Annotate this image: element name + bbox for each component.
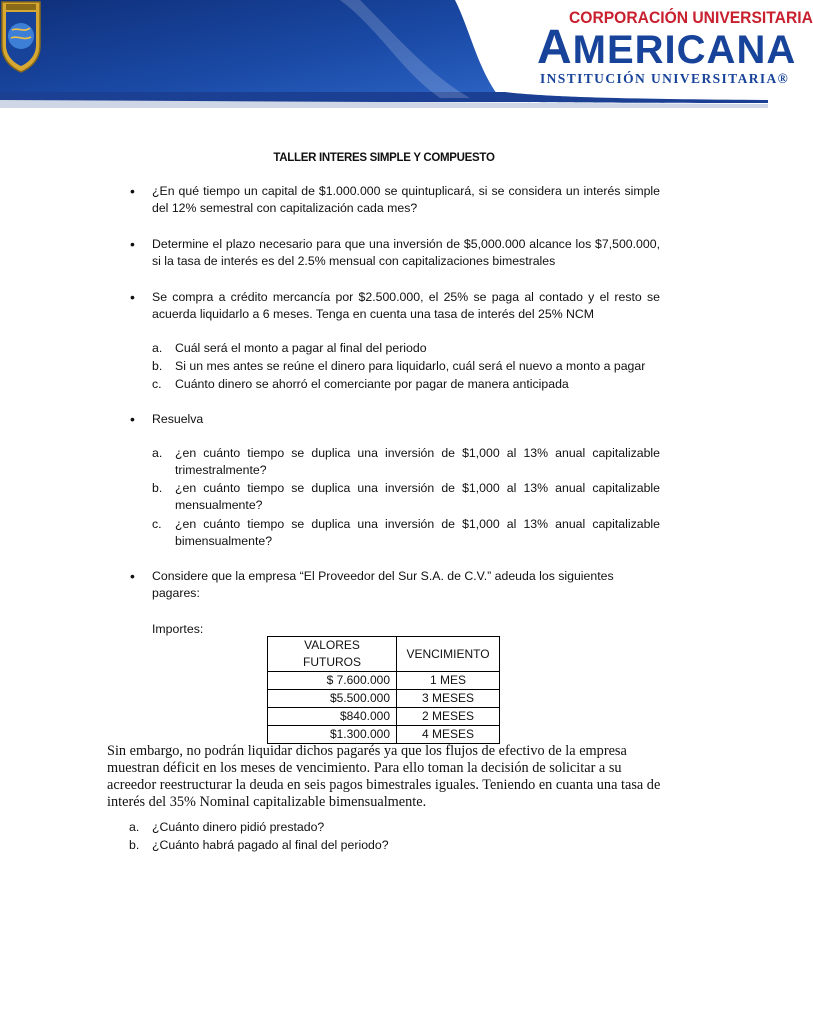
bullet: •	[130, 411, 135, 427]
item-text: ¿Cuánto dinero pidió prestado?	[152, 820, 325, 834]
bullet: •	[130, 289, 135, 305]
table-cell-due: 4 MESES	[397, 726, 500, 744]
item-text: Cuánto dinero se ahorró el comerciante por pagar de manera anticipada	[175, 377, 569, 391]
item-label: b.	[129, 838, 140, 852]
table-row	[268, 708, 500, 726]
item-label: a.	[129, 820, 140, 834]
logo-word: MERICANA	[572, 28, 797, 72]
question-2: Determine el plazo necesario para que una inversión de $5,000.000 alcance los $7,500.000, si la tasa de interés es del 2.5% mensual con capitalizaciones bimestrales	[152, 237, 660, 268]
logo-line3: INSTITUCIÓN UNIVERSITARIA®	[540, 71, 790, 86]
table-cell-value: $ 7.600.000	[268, 672, 397, 690]
bullet: •	[130, 236, 135, 252]
item-text: ¿en cuánto tiempo se duplica una inversión de $1,000 al 13% anual capitalizable trimestralmente?	[175, 446, 660, 477]
column-header: VENCIMIENTO	[397, 637, 500, 672]
situation-paragraph: Sin embargo, no podrán liquidar dichos pagarés ya que los flujos de efectivo de la empresa muestran déficit en los meses de vencimiento. Para ello toman la decisión de solicitar a su acreedor reestructurar la deuda en seis pagos bimestrales iguales. Teniendo en cuanta una tasa de interés del 35% Nominal capitalizable bimensualmente.	[107, 743, 661, 810]
item-text: ¿Cuánto habrá pagado al final del periodo?	[152, 838, 389, 852]
page-title: TALLER INTERES SIMPLE Y COMPUESTO	[273, 152, 495, 164]
logo-line1: CORPORACIÓN UNIVERSITARIA	[569, 8, 813, 27]
item-text: Si un mes antes se reúne el dinero para liquidarlo, cuál será el nuevo a monto a pagar	[175, 359, 646, 373]
table-cell-due: 3 MESES	[397, 690, 500, 708]
table-cell-due: 1 MES	[397, 672, 500, 690]
question-5: Considere que la empresa “El Proveedor del Sur S.A. de C.V.” adeuda los siguientes pagares:	[152, 569, 614, 600]
bullet: •	[130, 568, 135, 584]
table-cell-due: 2 MESES	[397, 708, 500, 726]
column-header: VALORES FUTUROS	[268, 637, 397, 672]
question-3: Se compra a crédito mercancía por $2.500.000, el 25% se paga al contado y el resto se acuerda liquidarlo a 6 meses. Tenga en cuenta una tasa de interés del 25% NCM	[152, 290, 660, 321]
table-cell-value: $1.300.000	[268, 726, 397, 744]
table-row	[268, 726, 500, 744]
item-text: Cuál será el monto a pagar al final del periodo	[175, 341, 427, 355]
pagares-table	[267, 636, 500, 744]
item-label: c.	[152, 517, 162, 531]
item-label: c.	[152, 377, 162, 391]
question-1: ¿En qué tiempo un capital de $1.000.000 se quintuplicará, si se considera un interés simple del 12% semestral con capitalización cada mes?	[152, 184, 660, 215]
item-label: b.	[152, 481, 163, 495]
question-4: Resuelva	[152, 412, 204, 426]
importes-label: Importes:	[152, 622, 204, 636]
logo-initial: A	[537, 21, 573, 74]
table-cell-value: $840.000	[268, 708, 397, 726]
table-cell-value: $5.500.000	[268, 690, 397, 708]
item-label: b.	[152, 359, 163, 373]
bullet: •	[130, 183, 135, 199]
item-label: a.	[152, 446, 163, 460]
item-label: a.	[152, 341, 163, 355]
item-text: ¿en cuánto tiempo se duplica una inversión de $1,000 al 13% anual capitalizable bimensualmente?	[175, 517, 660, 548]
table-row	[268, 690, 500, 708]
table-row	[268, 672, 500, 690]
table-header-row	[268, 637, 500, 672]
item-text: ¿en cuánto tiempo se duplica una inversión de $1,000 al 13% anual capitalizable mensualmente?	[175, 481, 660, 512]
